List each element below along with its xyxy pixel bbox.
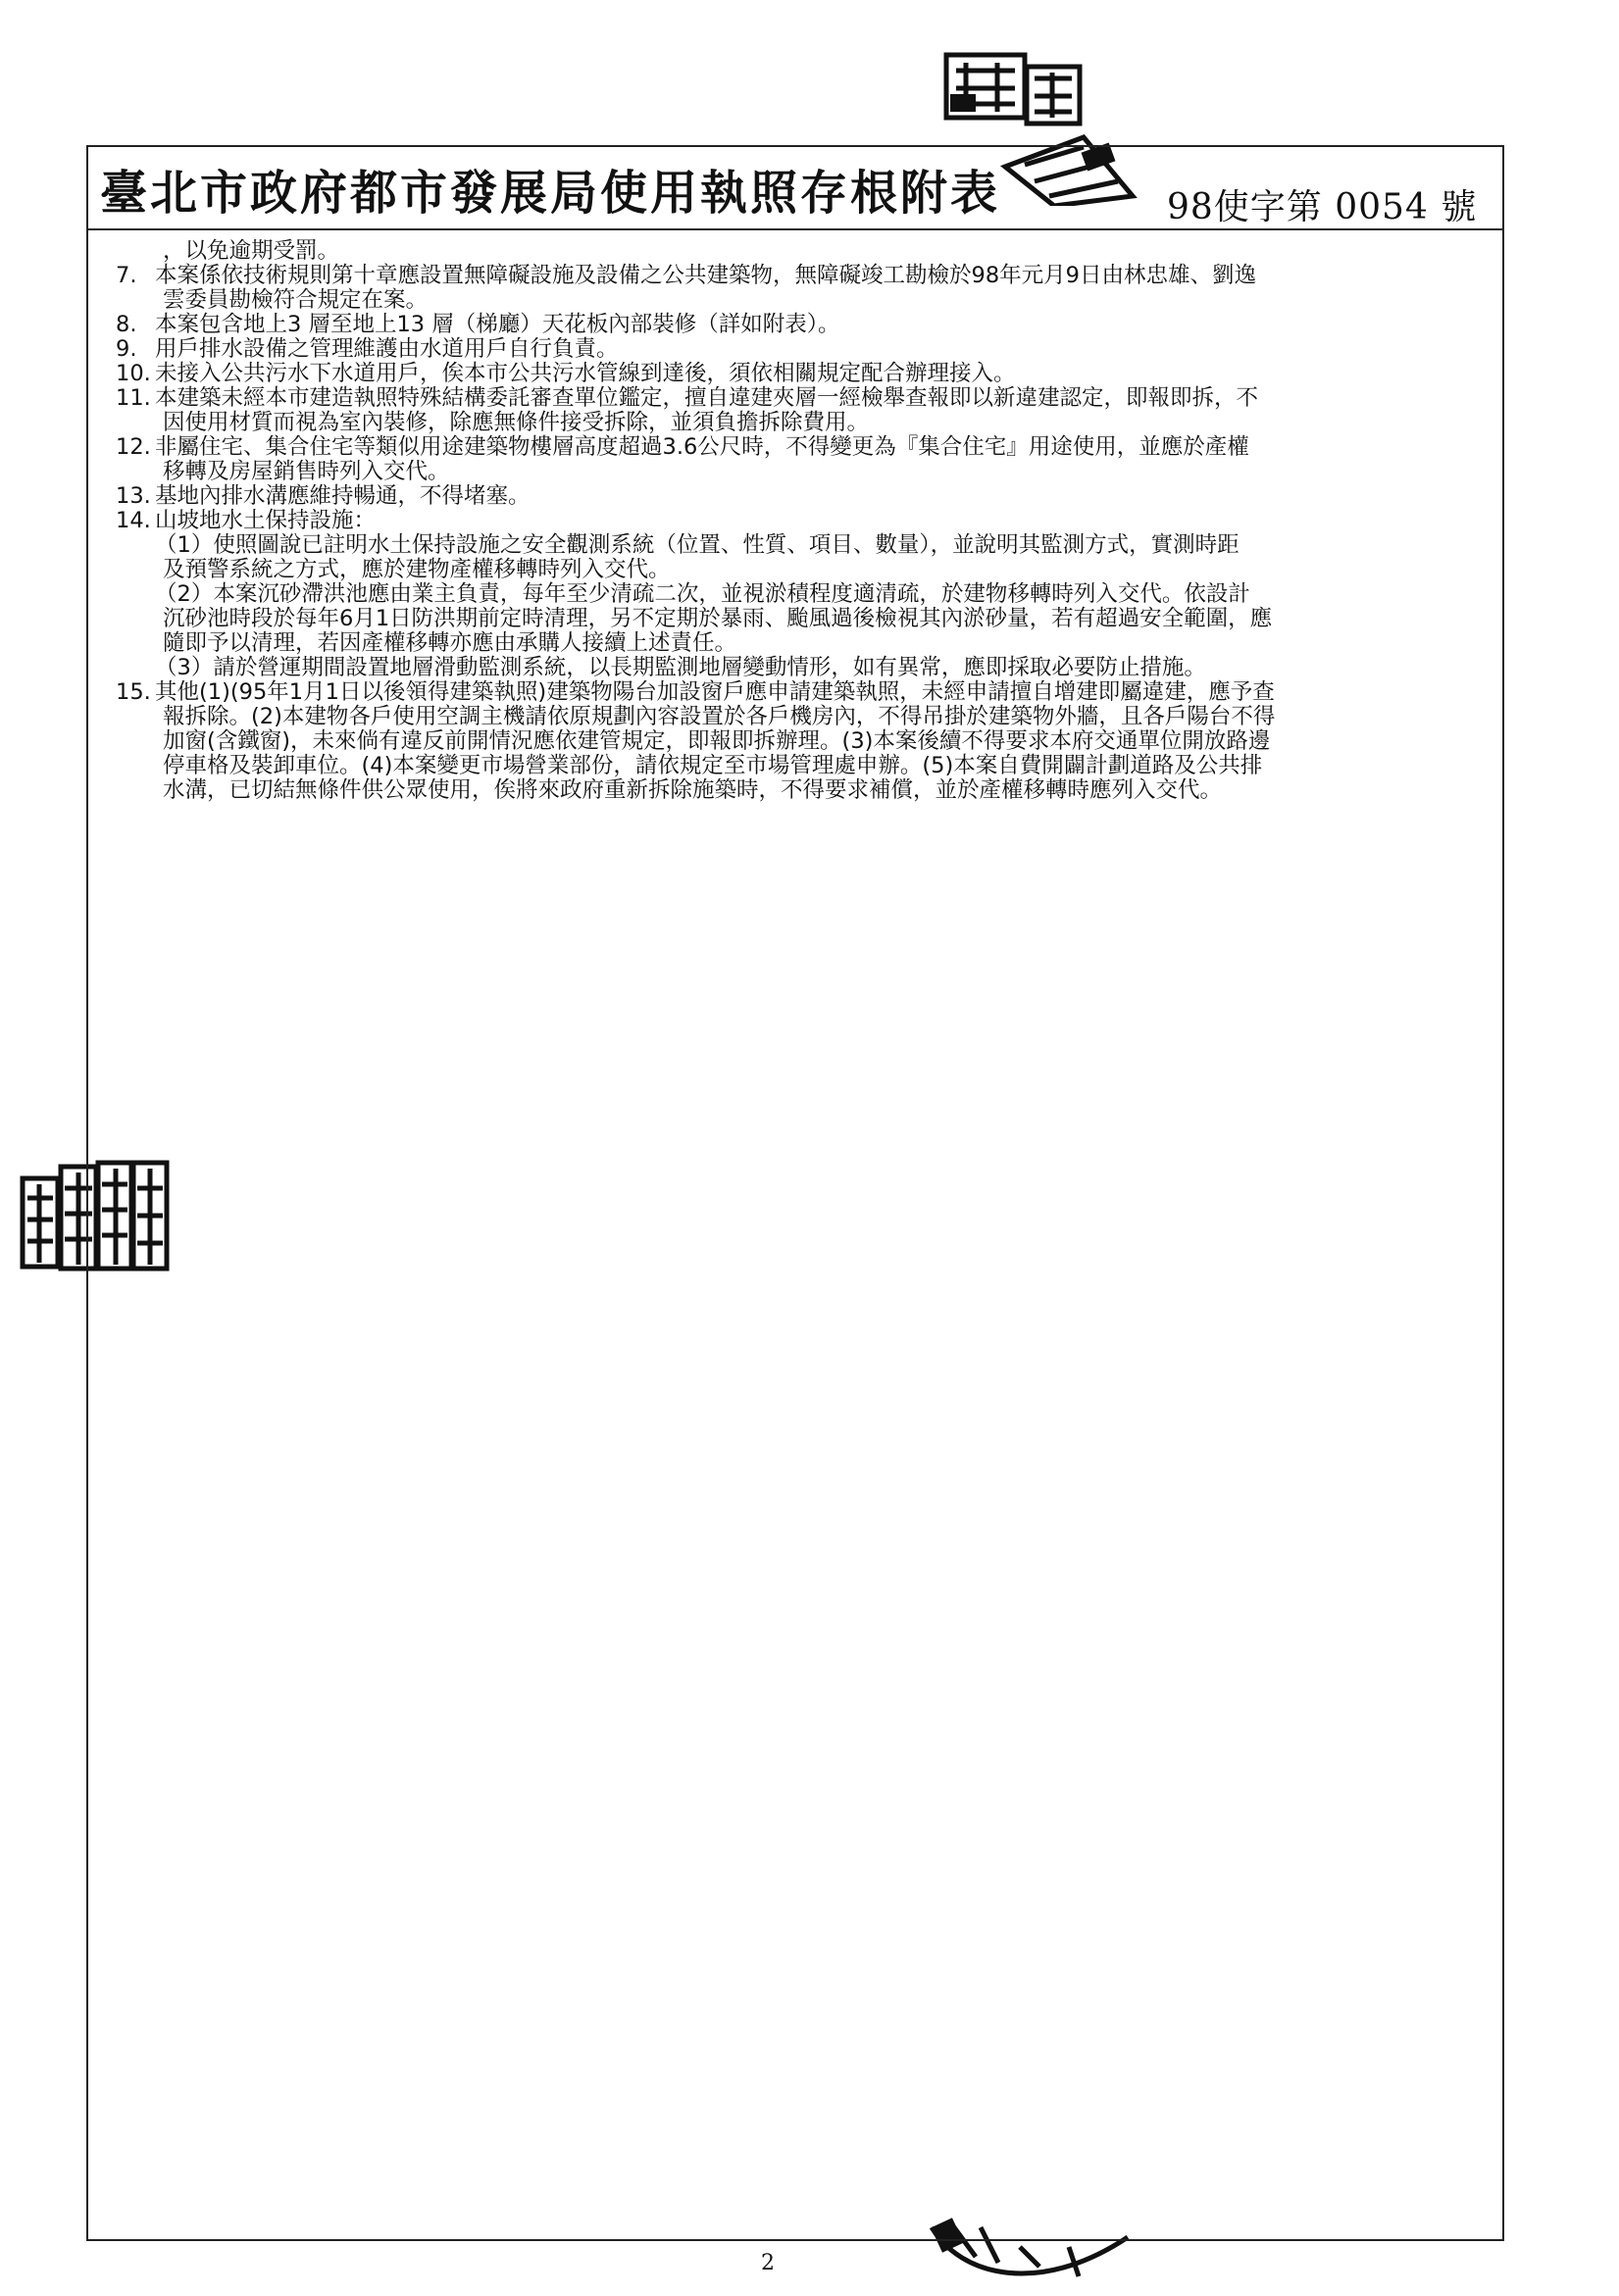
clause-14-sub-3: （3）請於營運期間設置地層滑動監測系統，以長期監測地層變動情形，如有異常，應即採取必要防止措施。 [155, 655, 1206, 680]
clause-10: 10. 未接入公共污水下水道用戶，俟本市公共污水管線到達後，須依相關規定配合辦理接入。 [116, 361, 1016, 386]
clause-9: 9. 用戶排水設備之管理維護由水道用戶自行負責。 [116, 336, 619, 362]
clause-15-continued: 報拆除。(2)本建物各戶使用空調主機請依原規劃內容設置於各戶機房內，不得吊掛於建築物外牆，且各戶陽台不得 [163, 704, 1276, 729]
permit-number: 98使字第 0054 號 [1167, 187, 1478, 227]
continued-text: ，以免逾期受罰。 [163, 238, 340, 264]
clause-14-sub-2-continued: 沉砂池時段於每年6月1日防洪期前定時清理，另不定期於暴雨、颱風過後檢視其內淤砂量，若有超過安全範圍，應 [163, 606, 1273, 631]
clause-15-continued: 停車格及裝卸車位。(4)本案變更市場營業部份，請依規定至市場管理處申辦。(5)本案自費開闢計劃道路及公共排 [163, 753, 1263, 778]
clause-14-sub-2: （2）本案沉砂滯洪池應由業主負責，每年至少清疏二次，並視淤積程度適清疏，於建物移轉時列入交代。依設計 [155, 581, 1250, 607]
clause-11-continued: 因使用材質而視為室內裝修，除應無條件接受拆除，並須負擔拆除費用。 [163, 410, 870, 435]
clause-15-continued: 水溝，已切結無條件供公眾使用，俟將來政府重新拆除施築時，不得要求補償，並於產權移轉時應列入交代。 [163, 777, 1223, 803]
clause-11: 11. 本建築未經本市建造執照特殊結構委託審查單位鑑定，擅自違建夾層一經檢舉查報即以新違建認定，即報即拆，不 [116, 385, 1259, 411]
clause-12-continued: 移轉及房屋銷售時列入交代。 [163, 459, 450, 484]
clause-14-sub-2-continued: 隨即予以清理，若因產權移轉亦應由承購人接續上述責任。 [163, 630, 737, 656]
clause-14: 14. 山坡地水土保持設施： [116, 508, 377, 533]
clause-15-continued: 加窗(含鐵窗)，未來倘有違反前開情況應依建管規定，即報即拆辦理。(3)本案後續不得要求本府交通單位開放路邊 [163, 728, 1271, 754]
clause-7-continued: 雲委員勘檢符合規定在案。 [163, 287, 429, 313]
document-title: 臺北市政府都市發展局使用執照存根附表 [100, 166, 1001, 221]
clause-8: 8. 本案包含地上3 層至地上13 層（梯廳）天花板內部裝修（詳如附表）。 [116, 312, 840, 337]
clause-14-sub-1-continued: 及預警系統之方式，應於建物產權移轉時列入交代。 [163, 557, 671, 582]
clause-15: 15. 其他(1)(95年1月1日以後領得建築執照)建築物陽台加設窗戶應申請建築執照，未經申請擅自增建即屬違建，應予查 [116, 679, 1275, 705]
clause-7: 7. 本案係依技術規則第十章應設置無障礙設施及設備之公共建築物，無障礙竣工勘檢於98年元月9日由林忠雄、劉逸 [116, 263, 1256, 288]
clause-14-sub-1: （1）使照圖說已註明水土保持設施之安全觀測系統（位置、性質、項目、數量），並說明其監測方式，實測時距 [155, 532, 1240, 558]
page-number: 2 [761, 2251, 775, 2275]
clause-13: 13. 基地內排水溝應維持暢通，不得堵塞。 [116, 483, 531, 509]
document-body [116, 239, 1500, 803]
clause-12: 12. 非屬住宅、集合住宅等類似用途建築物樓層高度超過3.6公尺時，不得變更為『集合住宅』用途使用，並應於產權 [116, 434, 1249, 460]
